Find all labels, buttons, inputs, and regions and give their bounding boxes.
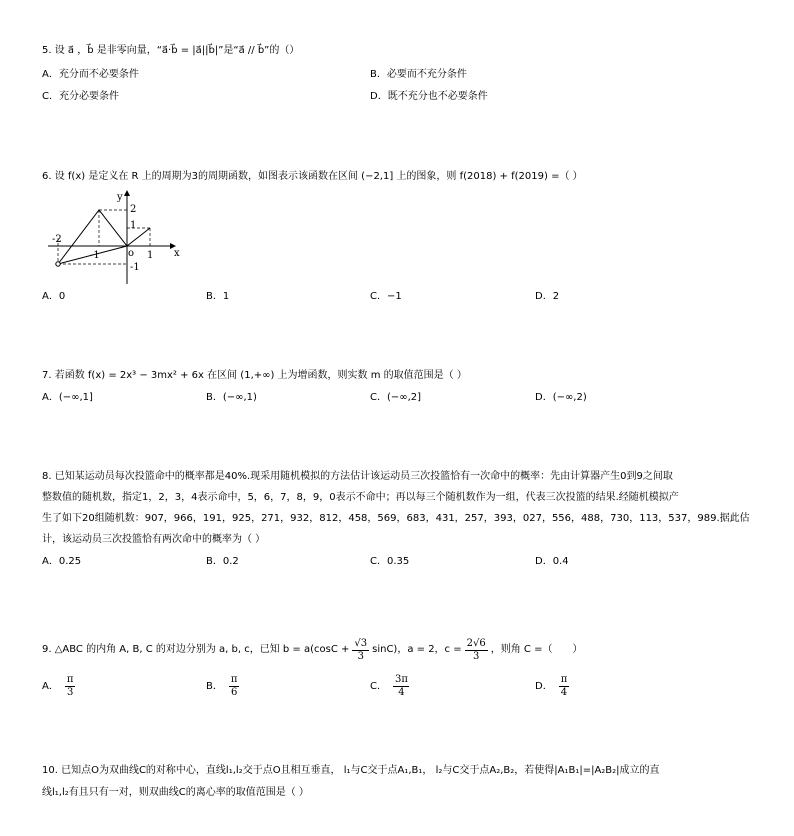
question-8-line-3: 生了如下20组随机数：907，966，191，925，271，932，812，458，569，683，431，257，393，027，556，488，730，113，537，989.据此估	[42, 513, 750, 524]
fraction-denominator: 6	[230, 687, 238, 698]
question-9-text-b: sinC)，a = 2，c =	[372, 644, 462, 655]
fraction-numerator: π	[560, 674, 568, 685]
option-b[interactable]: B．1	[206, 291, 230, 302]
question-9-text-a: 9. △ABC 的内角 A, B, C 的对边分别为 a, b, c，已知 b = a(cosC +	[42, 644, 350, 655]
option-d[interactable]: D．0.4	[535, 556, 569, 567]
option-letter: B．	[206, 680, 223, 692]
tick-y-2: 2	[130, 204, 137, 215]
option-a[interactable]: A．0	[42, 291, 66, 302]
function-graph	[44, 188, 184, 288]
fraction-numerator: 2√6	[466, 637, 486, 649]
option-b[interactable]: B．(−∞,1)	[206, 392, 257, 403]
question-8-line-1: 8. 已知某运动员每次投篮命中的概率都是40%.现采用随机模拟的方法估计该运动员三次投篮恰有一次命中的概率：先由计算器产生0到9之间取	[42, 471, 673, 482]
option-d[interactable]: D．(−∞,2)	[535, 392, 587, 403]
fraction-denominator: 4	[398, 687, 405, 698]
option-letter: C．	[370, 680, 387, 692]
option-a[interactable]: A．(−∞,1]	[42, 392, 93, 403]
option-fraction	[559, 674, 570, 699]
fraction-2sqrt6-over-3	[465, 638, 488, 663]
question-9-text-c: ，则角 C =（ ）	[490, 644, 583, 655]
graph-polyline	[58, 210, 150, 264]
option-d[interactable]: D．2	[535, 291, 560, 302]
option-c[interactable]: C．0.35	[370, 556, 410, 567]
option-d[interactable]	[535, 674, 569, 699]
fraction-denominator: 3	[357, 650, 364, 662]
option-a[interactable]: A．0.25	[42, 556, 82, 567]
y-axis-arrow	[124, 190, 130, 196]
option-letter: A．	[42, 680, 59, 692]
option-a[interactable]: A．充分而不必要条件	[42, 69, 139, 80]
question-10-line-2: 线l₁,l₂有且只有一对，则双曲线C的离心率的取值范围是（ ）	[42, 787, 309, 798]
question-8-line-2: 整数值的随机数，指定1，2，3，4表示命中，5，6，7，8，9，0表示不命中；再以每三个随机数作为一组，代表三次投篮的结果.经随机模拟产	[42, 492, 679, 503]
option-a[interactable]	[42, 674, 75, 699]
fraction-numerator: π	[230, 674, 238, 685]
open-endpoint	[56, 262, 60, 266]
question-10-line-1: 10. 已知点O为双曲线C的对称中心，直线l₁,l₂交于点O且相互垂直， l₁与C交于点A₁,B₁， l₂与C交于点A₂,B₂，若使得|A₁B₁|=|A₂B₂|成立的直	[42, 765, 660, 776]
fraction-denominator: 4	[560, 687, 568, 698]
question-9-stem	[42, 636, 582, 664]
tick-x-1: 1	[147, 250, 154, 261]
fraction-numerator: √3	[354, 637, 368, 649]
option-b[interactable]	[206, 674, 239, 699]
option-c[interactable]: C．−1	[370, 291, 402, 302]
question-8-line-4: 计，该运动员三次投篮恰有两次命中的概率为（ ）	[42, 534, 266, 545]
fraction-numerator: π	[66, 674, 74, 685]
option-letter: D．	[535, 680, 553, 692]
fraction-denominator: 3	[66, 687, 74, 698]
option-b[interactable]: B．0.2	[206, 556, 239, 567]
tick-x-m1: -1	[90, 250, 100, 261]
option-fraction	[393, 674, 410, 699]
tick-y-m1: -1	[130, 262, 140, 273]
option-d[interactable]: D．既不充分也不必要条件	[370, 91, 488, 102]
option-c[interactable]: C．(−∞,2]	[370, 392, 422, 403]
y-axis-label: y	[117, 192, 123, 203]
question-5-stem: 5. 设 a⃗ ，b⃗ 是非零向量，“a⃗·b⃗ = |a⃗||b⃗|”是“a⃗ // b⃗”的（）	[42, 45, 300, 56]
fraction-sqrt3-over-3	[352, 638, 369, 663]
option-fraction	[65, 674, 76, 699]
option-c[interactable]	[370, 674, 410, 699]
tick-x-m2: -2	[52, 234, 62, 245]
option-b[interactable]: B．必要而不充分条件	[370, 69, 467, 80]
question-6-stem: 6. 设 f(x) 是定义在 R 上的周期为3的周期函数，如图表示该函数在区间 (−2,1] 上的图象，则 f(2018) + f(2019) =（ ）	[42, 171, 583, 182]
option-fraction	[229, 674, 240, 699]
tick-y-1: 1	[130, 220, 137, 231]
fraction-numerator: 3π	[394, 674, 408, 685]
option-c[interactable]: C．充分必要条件	[42, 91, 119, 102]
x-axis-label: x	[174, 248, 180, 259]
question-7-stem: 7. 若函数 f(x) = 2x³ − 3mx² + 6x 在区间 (1,+∞) 上为增函数，则实数 m 的取值范围是（ ）	[42, 370, 467, 381]
origin-label: o	[128, 248, 135, 259]
fraction-denominator: 3	[472, 650, 480, 662]
